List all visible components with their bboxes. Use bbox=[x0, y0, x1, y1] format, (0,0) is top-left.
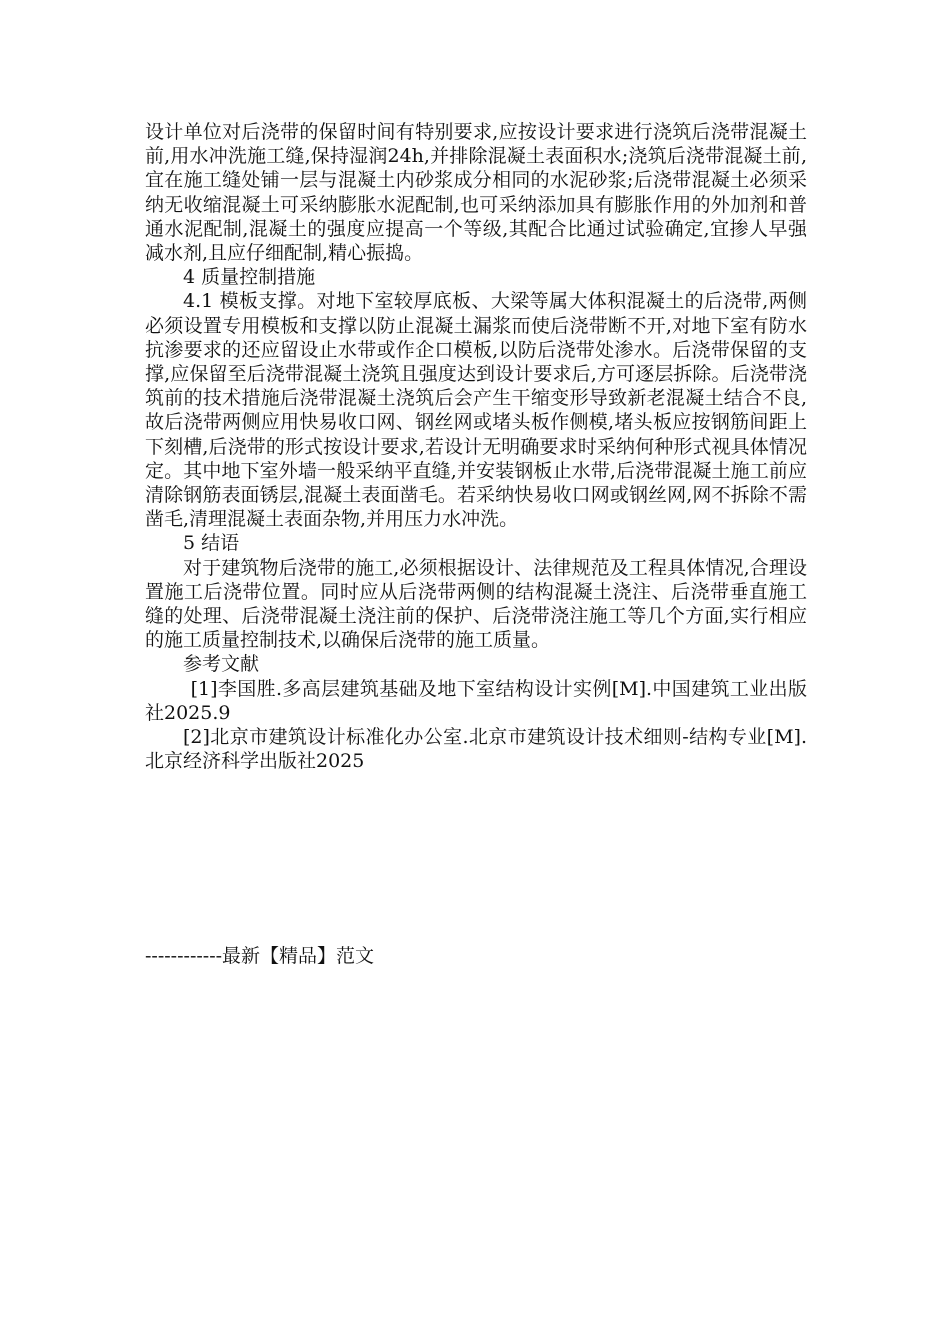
reference-item-1: [1]李国胜.多高层建筑基础及地下室结构设计实例[M].中国建筑工业出版社2025.9 bbox=[145, 677, 807, 724]
section-4-heading: 4 质量控制措施 bbox=[183, 266, 316, 289]
reference-item-2: [2]北京市建筑设计标准化办公室.北京市建筑设计技术细则-结构专业[M].北京经济科学出版社2025 bbox=[145, 726, 807, 773]
references-heading: 参考文献 bbox=[183, 653, 260, 676]
section-5-paragraph: 对于建筑物后浇带的施工,必须根据设计、法律规范及工程具体情况,合理设置施工后浇带位置。同时应从后浇带两侧的结构混凝土浇注、后浇带垂直施工缝的处理、后浇带混凝土浇注前的保护、后浇带浇注施工等几个方面,实行相应的施工质量控制技术,以确保后浇带的施工质量。 bbox=[145, 556, 807, 652]
document-body bbox=[145, 120, 807, 773]
section-4-1-paragraph: 4.1 模板支撑。对地下室较厚底板、大梁等属大体积混凝土的后浇带,两侧必须设置专用模板和支撑以防止混凝土漏浆而使后浇带断不开,对地下室有防水抗渗要求的还应留设止水带或作企口模板,以防后浇带处渗水。后浇带保留的支撑,应保留至后浇带混凝土浇筑且强度达到设计要求后,方可逐层拆除。后浇带浇筑前的技术措施后浇带混凝土浇筑后会产生干缩变形导致新老混凝土结合不良,故后浇带两侧应用快易收口网、钢丝网或堵头板作侧模,堵头板应按钢筋间距上下刻槽,后浇带的形式按设计要求,若设计无明确要求时采纳何种形式视具体情况定。其中地下室外墙一般采纳平直缝,并安装钢板止水带,后浇带混凝土施工前应清除钢筋表面锈层,混凝土表面凿毛。若采纳快易收口网或钢丝网,网不拆除不需凿毛,清理混凝土表面杂物,并用压力水冲洗。 bbox=[145, 290, 807, 531]
footer-tagline: ------------最新【精品】范文 bbox=[145, 945, 375, 967]
section-5-heading: 5 结语 bbox=[183, 532, 240, 555]
intro-paragraph: 设计单位对后浇带的保留时间有特别要求,应按设计要求进行浇筑后浇带混凝土前,用水冲洗施工缝,保持湿润24h,并排除混凝土表面积水;浇筑后浇带混凝土前,宜在施工缝处铺一层与混凝土内砂浆成分相同的水泥砂浆;后浇带混凝土必须采纳无收缩混凝土可采纳膨胀水泥配制,也可采纳添加具有膨胀作用的外加剂和普通水泥配制,混凝土的强度应提高一个等级,其配合比通过试验确定,宜掺人早强减水剂,且应仔细配制,精心振捣。 bbox=[145, 121, 807, 265]
